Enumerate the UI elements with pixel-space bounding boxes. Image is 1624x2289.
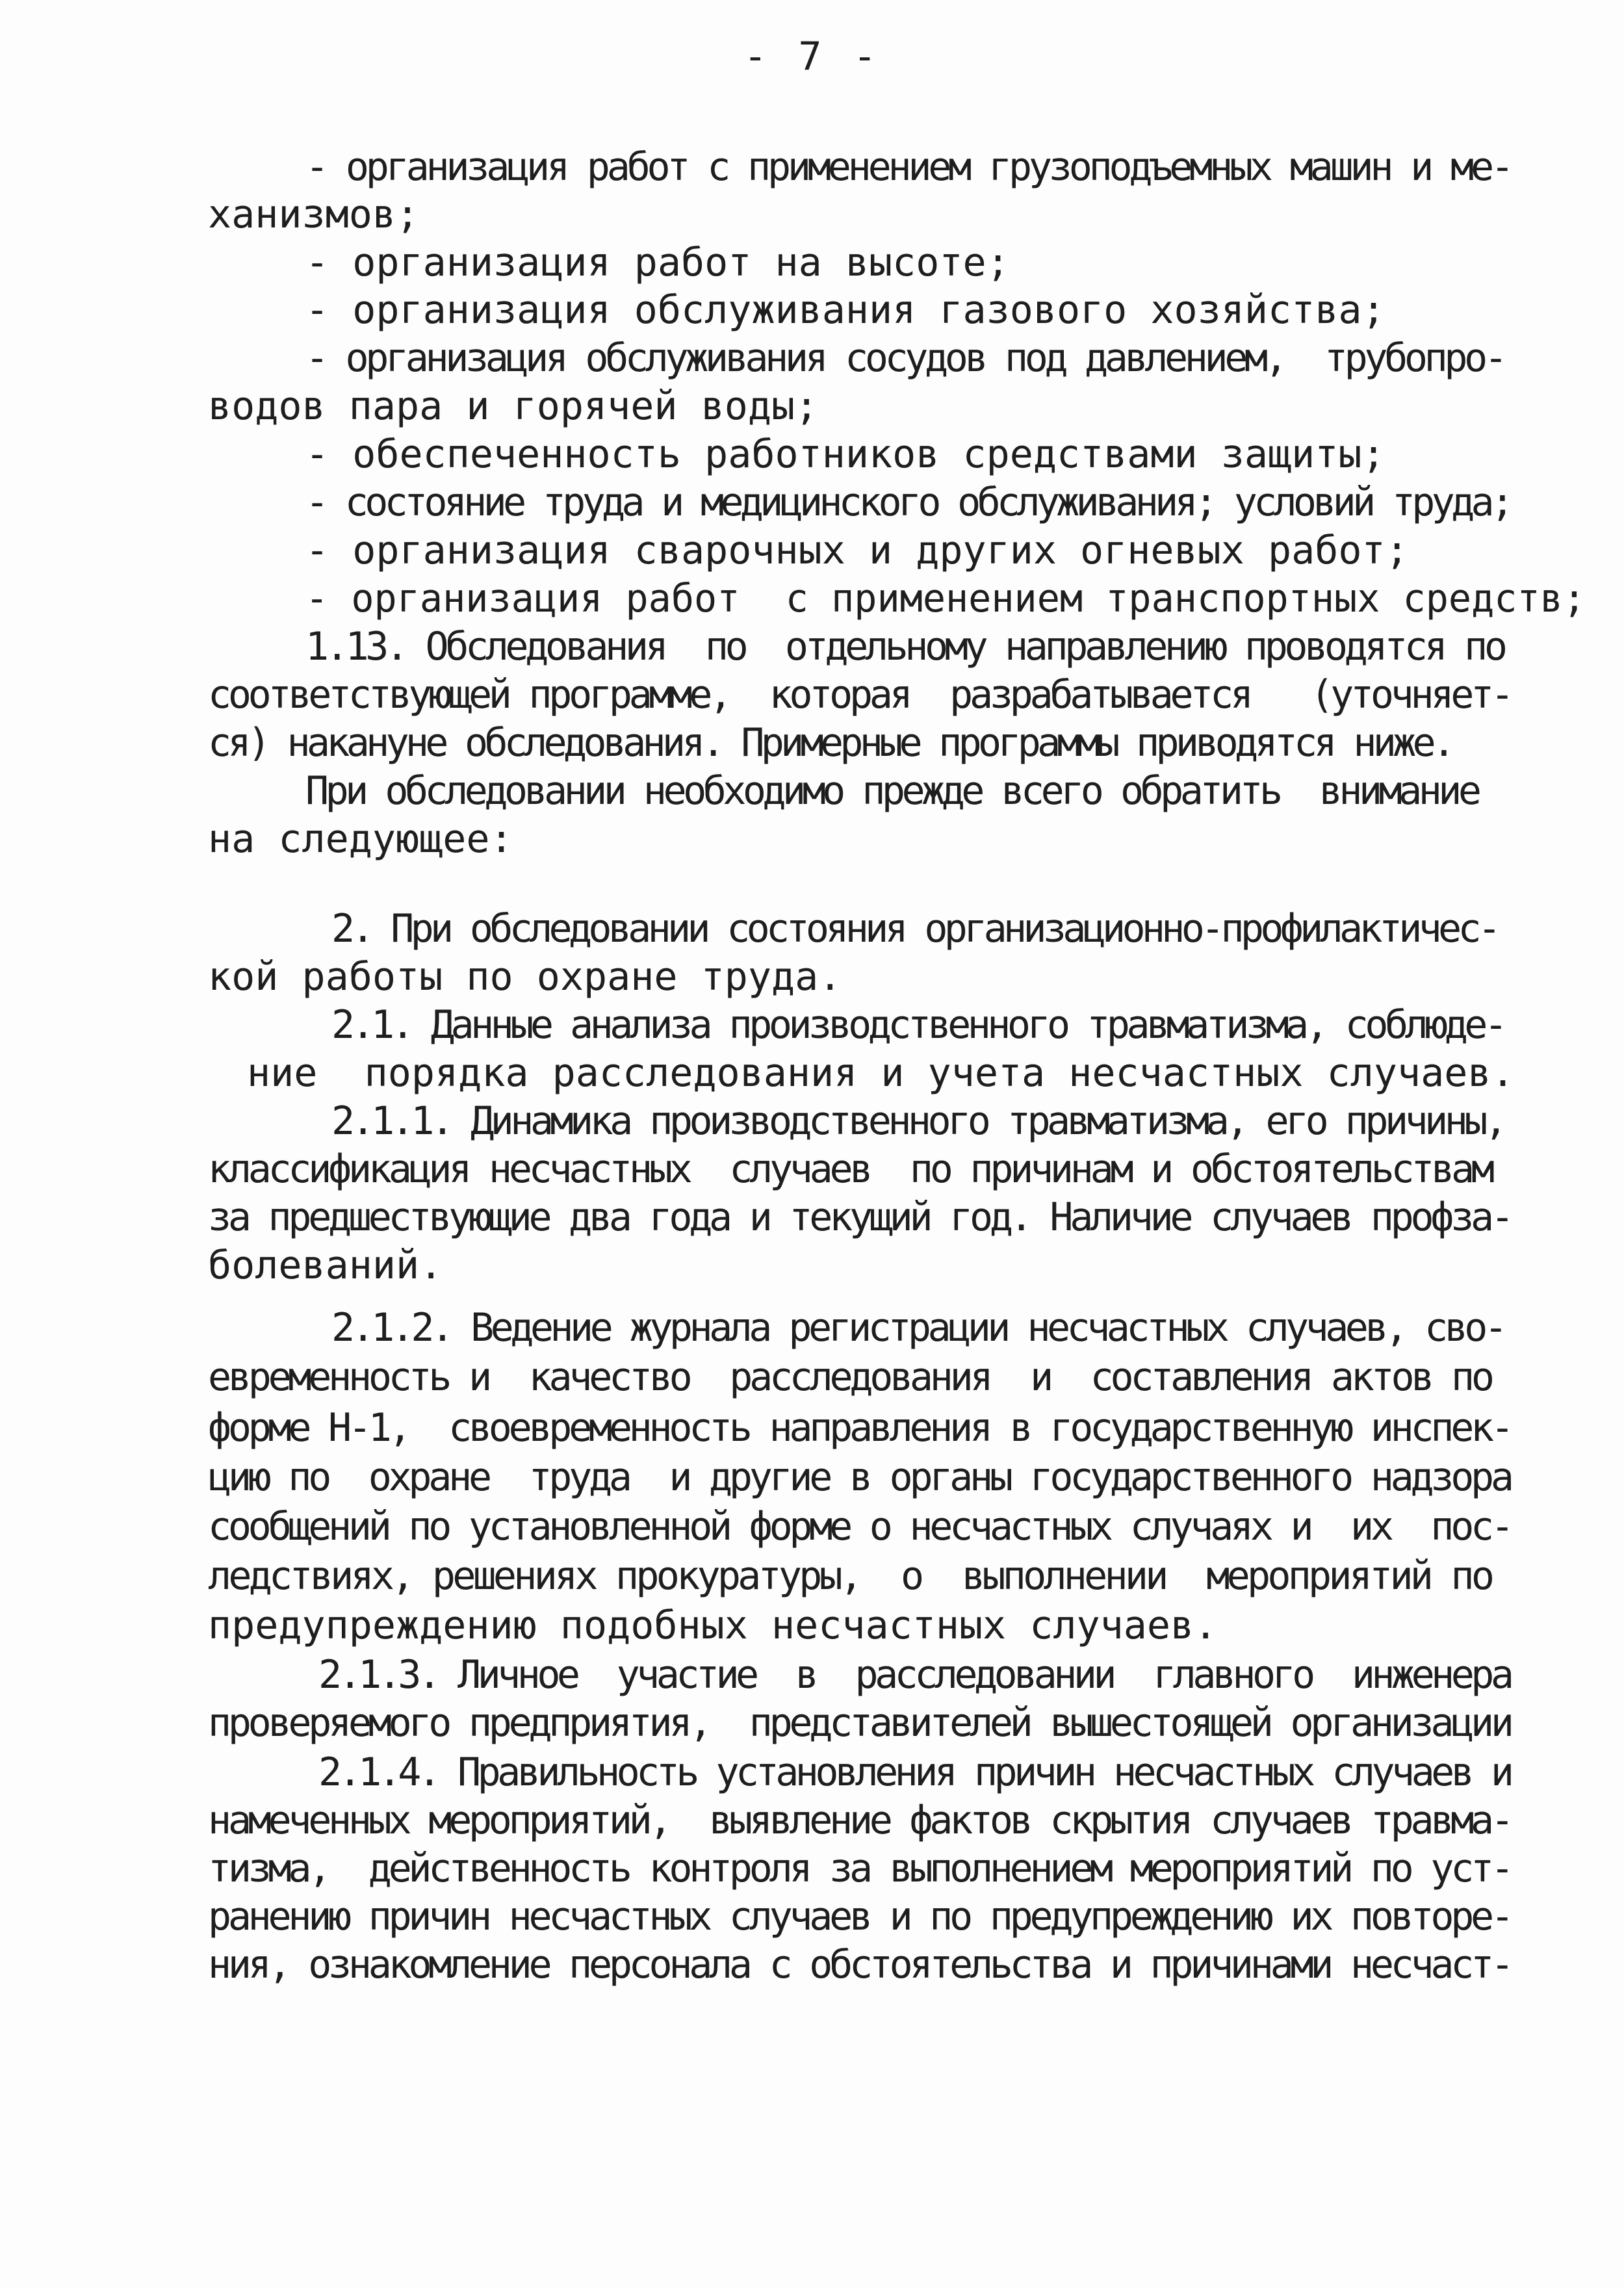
text-line: - обеспеченность работников средствами защиты; xyxy=(305,432,1386,477)
text-line: сообщений по установленной форме о несчастных случаях и их пос- xyxy=(208,1504,1511,1549)
text-line: 2.1.3. Личное участие в расследовании главного инженера xyxy=(318,1652,1511,1698)
text-line: ханизмов; xyxy=(208,192,420,237)
text-line: - организация работ с применением транспортных средств; xyxy=(305,576,1586,621)
text-line: - организация работ с применением грузоподъемных машин и ме- xyxy=(305,144,1511,190)
text-line: - организация обслуживания газового хозяйства; xyxy=(305,287,1386,333)
text-line: 2.1.1. Динамика производственного травматизма, его причины, xyxy=(331,1098,1504,1144)
text-line: При обследовании необходимо прежде всего обратить внимание xyxy=(305,768,1478,814)
text-line: - организация работ на высоте; xyxy=(305,240,1010,285)
text-line: ние порядка расследования и учета несчастных случаев. xyxy=(247,1050,1515,1096)
text-line: форме Н-1, своевременность направления в государственную инспек- xyxy=(208,1405,1511,1451)
text-line: классификация несчастных случаев по причинам и обстоятельствам xyxy=(208,1146,1491,1192)
text-line: - организация сварочных и других огневых работ; xyxy=(305,528,1409,573)
text-line: - состояние труда и медицинского обслуживания; условий труда; xyxy=(305,480,1511,525)
text-line: евременность и качество расследования и составления актов по xyxy=(208,1354,1491,1400)
text-line: ранению причин несчастных случаев и по предупреждению их повторе- xyxy=(208,1894,1511,1939)
text-line: предупреждению подобных несчастных случаев. xyxy=(208,1603,1218,1648)
text-line: ледствиях, решениях прокуратуры, о выполнении мероприятий по xyxy=(208,1553,1492,1599)
text-line: соответствующей программе, которая разрабатывается (уточняет- xyxy=(208,672,1511,718)
text-line: тизма, действенность контроля за выполнением мероприятий по уст- xyxy=(208,1846,1511,1891)
text-line: 2. При обследовании состояния организационно-профилактичес- xyxy=(331,906,1498,951)
text-line: цию по охране труда и другие в органы государственного надзора xyxy=(208,1455,1511,1500)
text-line: кой работы по охране труда. xyxy=(208,954,842,1000)
text-line: водов пара и горячей воды; xyxy=(208,383,819,429)
text-line: 1.13. Обследования по отдельному направлению проводятся по xyxy=(305,624,1504,669)
text-line: проверяемого предприятия, представителей вышестоящей организации xyxy=(208,1700,1511,1746)
text-line: за предшествующие два года и текущий год. Наличие случаев профза- xyxy=(208,1195,1511,1240)
text-line: ся) накануне обследования. Примерные программы приводятся ниже. xyxy=(208,720,1452,766)
text-line: болеваний. xyxy=(208,1243,443,1288)
text-line: 2.1.2. Ведение журнала регистрации несчастных случаев, сво- xyxy=(331,1305,1504,1351)
text-line: на следующее: xyxy=(208,816,513,862)
text-line: намеченных мероприятий, выявление фактов скрытия случаев травма- xyxy=(208,1798,1511,1843)
text-line: 2.1. Данные анализа производственного травматизма, соблюде- xyxy=(331,1002,1504,1048)
text-line: 2.1.4. Правильность установления причин несчастных случаев и xyxy=(318,1750,1511,1795)
text-line: - организация обслуживания сосудов под давлением, трубопро- xyxy=(305,335,1504,381)
page-number: - 7 - xyxy=(743,34,881,79)
text-line: ния, ознакомление персонала с обстоятельства и причинами несчаст- xyxy=(208,1942,1511,1987)
